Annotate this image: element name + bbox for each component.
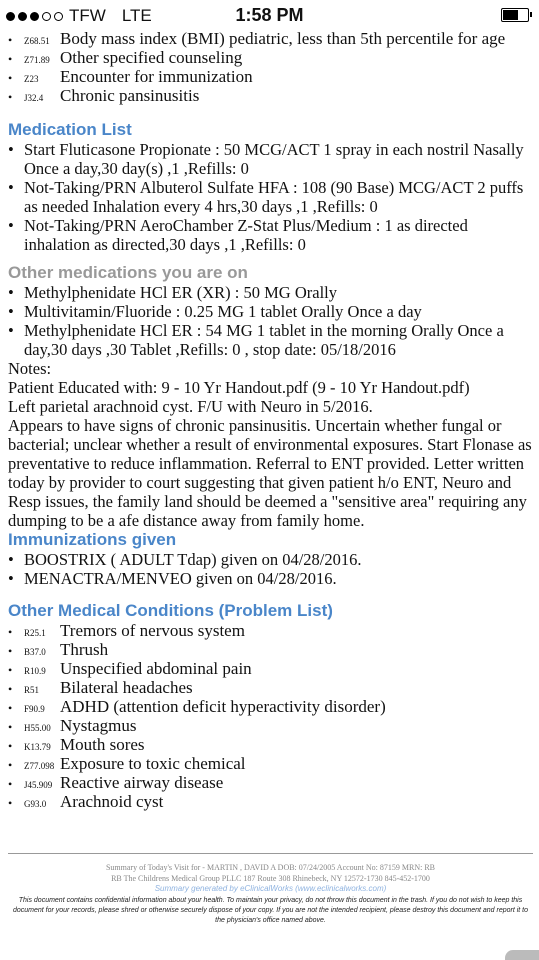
- diagnosis-text: Encounter for immunization: [60, 67, 253, 86]
- list-item-text: Methylphenidate HCl ER (XR) : 50 MG Orally: [24, 283, 338, 302]
- bullet-icon: •: [8, 52, 13, 66]
- diagnosis-text: Bilateral headaches: [60, 678, 193, 697]
- diagnosis-text: Thrush: [60, 640, 109, 659]
- list-item: [8, 178, 533, 216]
- diagnosis-code: J32.4: [24, 93, 44, 103]
- diagnosis-text: Mouth sores: [60, 735, 145, 754]
- diagnosis-text: Body mass index (BMI) pediatric, less than 5th percentile for age: [60, 29, 506, 48]
- section-title-problem-list: Other Medical Conditions (Problem List): [8, 601, 333, 620]
- diagnosis-code: K13.79: [24, 742, 51, 752]
- bullet-icon: •: [8, 550, 14, 569]
- bullet-icon: •: [8, 701, 13, 715]
- list-item-text: BOOSTRIX ( ADULT Tdap) given on 04/28/2016.: [24, 550, 362, 569]
- list-item-text: Not-Taking/PRN Albuterol Sulfate HFA : 108 (90 Base) MCG/ACT 2 puffs as needed Inhalation every 4 hrs,30 days ,1 ,Refills: 0: [24, 178, 524, 216]
- diagnosis-text: Arachnoid cyst: [60, 792, 164, 811]
- note-line: Appears to have signs of chronic pansinusitis. Uncertain whether fungal or bacterial; unclear whether a result of environmental exposures. Start Flonase as preventative to reduce inflammation. Referral to ENT provided. Letter written today by provider to court suggesting that given patient h/o ENT, Neuro and Resp issues, the family land should be deemed a "sensitive area" requiring any dumping to be a afe distance away from family home.: [8, 416, 532, 530]
- diagnosis-text: ADHD (attention deficit hyperactivity disorder): [60, 697, 386, 716]
- diagnosis-code: G93.0: [24, 799, 47, 809]
- bullet-icon: •: [8, 140, 14, 159]
- code-row: [8, 29, 533, 48]
- code-row: [8, 48, 533, 67]
- battery-icon: [501, 8, 529, 22]
- bullet-icon: •: [8, 739, 13, 753]
- diagnosis-text: Chronic pansinusitis: [60, 86, 200, 105]
- bullet-icon: •: [8, 777, 13, 791]
- diagnosis-text: Other specified counseling: [60, 48, 243, 67]
- diagnosis-code: Z23: [24, 74, 39, 84]
- diagnosis-text: Unspecified abdominal pain: [60, 659, 252, 678]
- network-type: LTE: [121, 6, 152, 25]
- bullet-icon: •: [8, 758, 13, 772]
- bullet-icon: •: [8, 33, 13, 47]
- bullet-icon: •: [8, 71, 13, 85]
- code-row: [8, 67, 533, 86]
- scroll-corner-tab[interactable]: [505, 950, 539, 960]
- bullet-icon: •: [8, 625, 13, 639]
- list-item: [8, 321, 533, 359]
- list-item: [8, 140, 533, 178]
- visit-summary: [8, 29, 533, 811]
- diagnosis-code: R51: [24, 685, 40, 695]
- code-row: [8, 659, 533, 678]
- notes-label: Notes:: [8, 359, 52, 378]
- bullet-icon: •: [8, 302, 14, 321]
- code-row: [8, 735, 533, 754]
- list-item-text: MENACTRA/MENVEO given on 04/28/2016.: [24, 569, 337, 588]
- status-bar: [0, 0, 539, 30]
- list-item: [8, 283, 533, 302]
- list-item-text: Methylphenidate HCl ER : 54 MG 1 tablet in the morning Orally Once a day,30 days ,30 Tablet ,Refills: 0 , stop date: 05/18/2016: [24, 321, 504, 359]
- clock: 1:58 PM: [235, 5, 304, 25]
- footer-disclaimer: This document contains confidential information about your health. To maintain your privacy, do not throw this document in the trash. If you do not wish to keep this document for your records, please shred or otherwise securely dispose of your copy. If you are not the intended recipient, please destroy this document and report it to the physician's office named above.: [12, 897, 529, 924]
- bullet-icon: •: [8, 796, 13, 810]
- diagnosis-code: Z71.89: [24, 55, 50, 65]
- diagnosis-code: R25.1: [24, 628, 46, 638]
- carrier-name: TFW: [69, 6, 106, 25]
- diagnosis-codes: [8, 29, 533, 105]
- code-row: [8, 640, 533, 659]
- code-row: [8, 697, 533, 716]
- list-item: [8, 302, 533, 321]
- section-title-other-medications: Other medications you are on: [8, 263, 248, 282]
- bullet-icon: •: [8, 663, 13, 677]
- bullet-icon: •: [8, 720, 13, 734]
- diagnosis-code: J45.909: [24, 780, 53, 790]
- note-line: Patient Educated with: 9 - 10 Yr Handout.pdf (9 - 10 Yr Handout.pdf): [8, 378, 470, 397]
- diagnosis-code: H55.00: [24, 723, 51, 733]
- code-row: [8, 754, 533, 773]
- immunizations-list: [8, 550, 533, 588]
- code-row: [8, 86, 533, 105]
- bullet-icon: •: [8, 569, 14, 588]
- diagnosis-text: Tremors of nervous system: [60, 621, 245, 640]
- notes-content: [8, 378, 533, 530]
- list-item: [8, 550, 533, 569]
- bullet-icon: •: [8, 644, 13, 658]
- diagnosis-code: Z68.51: [24, 36, 50, 46]
- list-item-text: Start Fluticasone Propionate : 50 MCG/ACT 1 spray in each nostril Nasally Once a day,30 day(s) ,1 ,Refills: 0: [24, 140, 524, 178]
- code-row: [8, 773, 533, 792]
- footer-group: RB The Childrens Medical Group PLLC 187 Route 308 Rhinebeck, NY 12572-1730 845-452-1700: [111, 874, 430, 883]
- list-item: [8, 569, 533, 588]
- diagnosis-text: Nystagmus: [60, 716, 137, 735]
- code-row: [8, 621, 533, 640]
- code-row: [8, 716, 533, 735]
- problem-list: [8, 621, 533, 811]
- list-item-text: Multivitamin/Fluoride : 0.25 MG 1 tablet Orally Once a day: [24, 302, 422, 321]
- footer-summary: Summary of Today's Visit for - MARTIN , DAVID A DOB: 07/24/2005 Account No: 87159 MRN: RB: [105, 863, 436, 872]
- section-title-immunizations: Immunizations given: [8, 530, 177, 549]
- list-item-text: Not-Taking/PRN AeroChamber Z-Stat Plus/Medium : 1 as directed inhalation as directed,30 days ,1 ,Refills: 0: [24, 216, 468, 254]
- other-medications-list: [8, 283, 533, 359]
- diagnosis-text: Exposure to toxic chemical: [60, 754, 246, 773]
- bullet-icon: •: [8, 283, 14, 302]
- bullet-icon: •: [8, 90, 13, 104]
- bullet-icon: •: [8, 178, 14, 197]
- bullet-icon: •: [8, 321, 14, 340]
- diagnosis-code: R10.9: [24, 666, 46, 676]
- document-footer: [8, 853, 533, 926]
- note-line: Left parietal arachnoid cyst. F/U with Neuro in 5/2016.: [8, 397, 373, 416]
- section-title-medication-list: Medication List: [8, 120, 132, 139]
- medication-list: [8, 140, 533, 254]
- code-row: [8, 792, 533, 811]
- code-row: [8, 678, 533, 697]
- bullet-icon: •: [8, 216, 14, 235]
- list-item: [8, 216, 533, 254]
- diagnosis-code: Z77.098: [24, 761, 55, 771]
- diagnosis-text: Reactive airway disease: [60, 773, 224, 792]
- diagnosis-code: B37.0: [24, 647, 46, 657]
- bullet-icon: •: [8, 682, 13, 696]
- diagnosis-code: F90.9: [24, 704, 45, 714]
- footer-generated: Summary generated by eClinicalWorks (www.eclinicalworks.com): [154, 884, 387, 893]
